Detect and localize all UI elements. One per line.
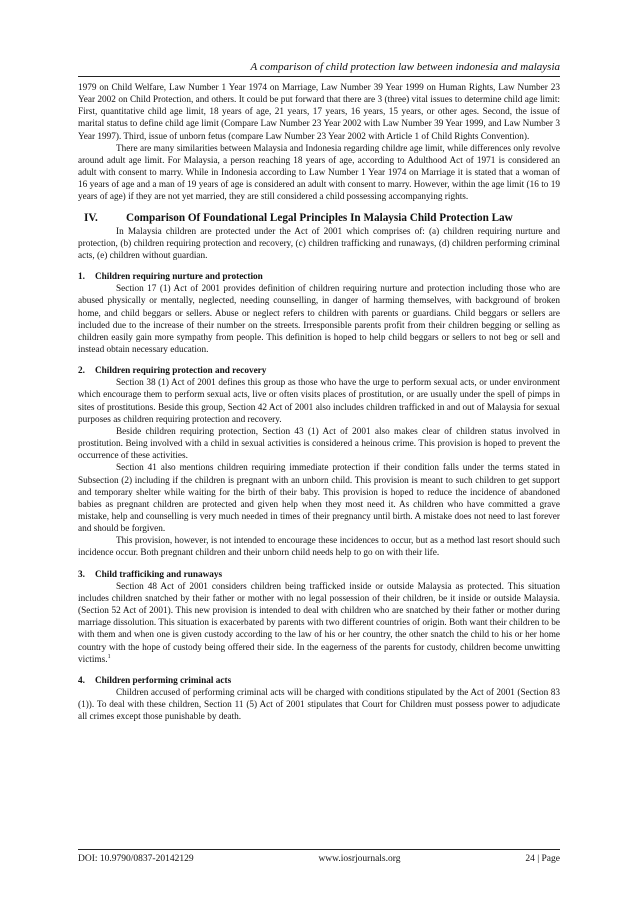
body-text [78, 82, 560, 842]
subsection-heading-4 [78, 675, 560, 687]
footnote-marker: 1 [107, 653, 111, 660]
subsection-number: 2. [78, 366, 85, 377]
subsection-title: Children performing criminal acts [94, 675, 232, 686]
paragraph: Section 17 (1) Act of 2001 provides definition of children requiring nurture and protection including those who are abused physically or mentally, neglected, needing counselling, in danger of harming themselves, with background of broken home, and child beggars or sellers. Abuse or neglect refers to children with parents or guardians. Child beggars or sellers are included due to the increase of their number on the streets. Irresponsible parents profit from their children begging or selling as children easily gain more sympathy from people. This definition is hoped to help child beggars or sellers to not beg or sell and instead obtain necessary education. [78, 284, 560, 355]
paragraph-continued: 1979 on Child Welfare, Law Number 1 Year 1974 on Marriage, Law Number 39 Year 1999 on Human Rights, Law Number 23 Year 2002 on Child Protection, and others. It could be put forward that there are 3 (three) vital issues to determine child age limit: First, quantitative child age limit, 18 years of age, 21 years, 17 years, 16 years, 15 years, or other ages. Second, the issue of marital status to define child age limit (Compare Law Number 23 Year 2002 with Law Number 39 Year 1999, and Law Number 3 Year 1997). Third, issue of unborn fetus (compare Law Number 23 Year 2002 with Article 1 of Child Rights Convention). [78, 83, 560, 142]
journal-website: www.iosrjournals.org [318, 854, 401, 864]
section-number: IV. [84, 211, 98, 224]
running-head: A comparison of child protection law between indonesia and malaysia [250, 61, 560, 73]
paragraph-age-limit: There are many similarities between Malaysia and Indonesia regarding childre age limit, while differences only revolve around adult age limit. For Malaysia, a person reaching 18 years of age, according to Adulthood Act of 1971 is considered an adult with consent to marry. While in Indonesia according to Law Number 1 Year 1974 on Marriage it is stated that a woman of 16 years of age and a man of 19 years of age is considered an adult with consent to marry. However, within the age limit (16 to 19 years of age) if they are not yet married, they are still considered a child possessing accompanying rights. [78, 143, 560, 203]
subsection-number: 4. [78, 675, 85, 686]
subsection-title: Children requiring protection and recovery [94, 366, 267, 377]
paragraph: Beside children requiring protection, Section 43 (1) Act of 2001 also makes clear of children status involved in prostitution. Being involved with a child in sexual activities is considered a heinous crime. This provision is hoped to prevent the occurrence of these activities. [78, 426, 560, 462]
subsection-heading-2 [78, 365, 560, 377]
subsection-number: 3. [78, 569, 85, 580]
subsection-title: Children requiring nurture and protection [94, 272, 263, 283]
subsection-number: 1. [78, 272, 85, 283]
paragraph [78, 581, 560, 666]
paragraph: Children accused of performing criminal acts will be charged with conditions stipulated by the Act of 2001 (Section 83 (1)). To deal with these children, Section 11 (5) Act of 2001 stipulates that Court for Children must possess power to adjudicate all crimes except those punishable by death. [78, 688, 560, 723]
subsection-heading-1 [78, 271, 560, 283]
paragraph: This provision, however, is not intended to encourage these incidences to occur, but as a method last resort should such incidence occur. Both pregnant children and their unborn child needs help to go on with their life. [78, 536, 560, 559]
page-footer [78, 853, 560, 865]
header-rule [78, 76, 560, 77]
doi-text: DOI: 10.9790/0837-20142129 [78, 854, 194, 864]
section-heading [78, 211, 560, 226]
paragraph-text: Section 48 Act of 2001 considers children being trafficked inside or outside Malaysia as protected. This situation includes children snatched by their father or mother with no legal possession of their children, be it inside or outside Malaysia. (Section 52 Act of 2001). This new provision is intended to deal with children who are snatched by their father or mother during marriage dissolution. This situation is exacerbated by parents with two different countries of origin. Both want their children to be with them and when one is given custody according to the law of his or her country, the other snatch the child to his or her home country with the hope of custody being offered their side. In the eagerness of the parents for custody, children become unwitting victims. [78, 581, 560, 665]
subsection-title: Child trafficiking and runaways [94, 569, 223, 580]
page-number: 24 | Page [525, 854, 560, 864]
footer-rule [78, 849, 560, 850]
section-intro-paragraph: In Malaysia children are protected under the Act of 2001 which comprises of: (a) children requiring nurture and protection, (b) children requiring protection and recovery, (c) children trafficking and runaways, (d) children performing criminal acts, (e) children without guardian. [78, 226, 560, 261]
paragraph: Section 41 also mentions children requiring immediate protection if their condition falls under the terms stated in Subsection (2) including if the children is pregnant with an unborn child. This provision is meant to such children to get support and temporary shelter while waiting for the birth of their baby. This provision is hoped to reduce the incidence of abandoned babies as pregnant children are protected and given help when they most need it. As children who have committed a grave mistake, help and counselling is very much needed in times of their pregnancy until birth. A mistake does not need to last forever and should be forgiven. [78, 463, 560, 535]
subsection-heading-3 [78, 569, 560, 581]
section-title: Comparison Of Foundational Legal Principles In Malaysia Child Protection Law [126, 211, 513, 224]
paragraph: Section 38 (1) Act of 2001 defines this group as those who have the urge to perform sexual acts, or under environment which encourage them to perform sexual acts, live or often visits places of prostitution, or are usually under the spell of pimps in sites of prostitutions. Beside this group, Section 42 Act of 2001 also includes children trafficked in and out of Malaysia for sexual purposes as children requiring protection and recovery. [78, 378, 560, 425]
